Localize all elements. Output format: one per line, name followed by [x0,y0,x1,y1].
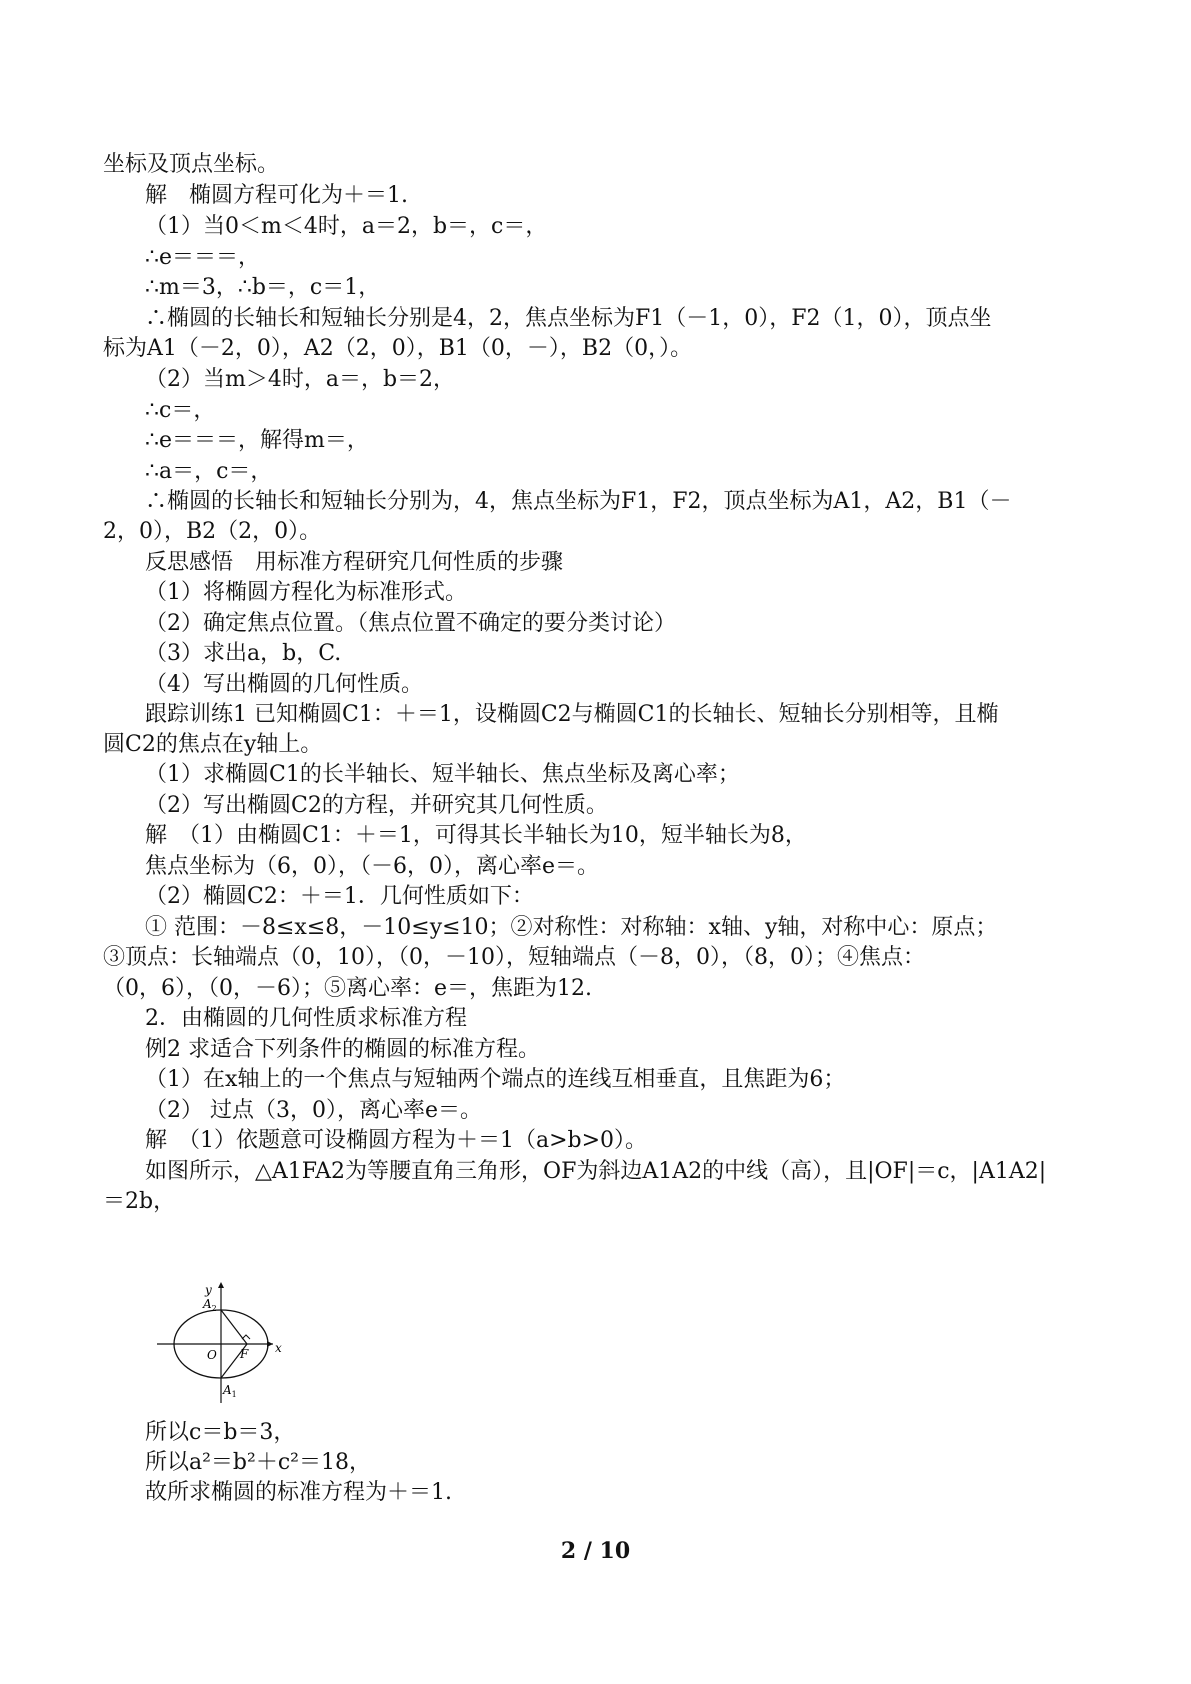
text-line: （3）求出a，b，C. [145,641,342,666]
text-line: （2）椭圆C2：＋＝1．几何性质如下： [145,884,534,909]
text-line: （2）当m＞4时，a＝，b＝2， [145,367,456,392]
ellipse-figure [155,1272,315,1407]
text-line: （4）写出椭圆的几何性质。 [145,672,423,697]
text-line: （1）在x轴上的一个焦点与短轴两个端点的连线互相垂直，且焦距为6； [145,1067,846,1092]
text-line: ∴椭圆的长轴长和短轴长分别是4，2，焦点坐标为F1（－1，0），F2（1，0），顶点坐 [145,306,992,331]
text-line: 所以c＝b＝3， [145,1420,296,1445]
text-line: 解 （1）依题意可设椭圆方程为＋＝1（a>b>0）。 [145,1128,648,1153]
label-y: y [205,1283,212,1297]
text-line: ∴椭圆的长轴长和短轴长分别为，4，焦点坐标为F1，F2，顶点坐标为A1，A2，B1（－ [145,489,1012,514]
y-arrow [218,1282,224,1288]
text-line: 标为A1（－2，0），A2（2，0），B1（0，－），B2（0，）。 [103,336,693,361]
text-line: ③顶点：长轴端点（0，10），（0，－10），短轴端点（－8，0），（8，0）；④焦点： [103,945,925,970]
segment-a2-f [221,1310,247,1344]
text-line: （1）求椭圆C1的长半轴长、短半轴长、焦点坐标及离心率； [145,762,740,787]
text-line: （2） 过点（3，0），离心率e＝。 [145,1098,483,1123]
text-line: ∴e＝＝＝，解得m＝， [145,428,369,453]
label-o: O [207,1348,217,1362]
text-line: 坐标及顶点坐标。 [103,152,280,177]
label-a1: $A_1$ [223,1383,237,1399]
text-line: （2）写出椭圆C2的方程，并研究其几何性质。 [145,793,608,818]
text-line: （0，6），（0，－6）；⑤离心率：e＝，焦距为12. [103,976,592,1001]
text-line: 所以a²＝b²＋c²＝18， [145,1450,371,1475]
text-line: 焦点坐标为（6，0），（－6，0），离心率e＝。 [145,854,600,879]
text-line: 跟踪训练1 已知椭圆C1：＋＝1，设椭圆C2与椭圆C1的长轴长、短轴长分别相等，且椭 [145,702,999,727]
page-number: 2 / 10 [560,1538,631,1564]
text-line: 解 （1）由椭圆C1：＋＝1，可得其长半轴长为10，短半轴长为8， [145,823,807,848]
label-x: x [275,1341,282,1355]
text-line: ∴e＝＝＝， [145,245,261,270]
text-line: 如图所示，△A1FA2为等腰直角三角形，OF为斜边A1A2的中线（高），且|OF|＝c，|A1A2| [145,1159,1047,1184]
text-line: （2）确定焦点位置。（焦点位置不确定的要分类讨论） [145,611,676,636]
text-line: ＝2b， [103,1189,176,1214]
label-f: F [240,1347,249,1361]
text-line: 例2 求适合下列条件的椭圆的标准方程。 [145,1037,540,1062]
label-a2: $A_2$ [203,1297,217,1313]
text-line: 故所求椭圆的标准方程为＋＝1. [145,1480,452,1505]
right-angle-mark [242,1335,250,1339]
text-line: 2．由椭圆的几何性质求标准方程 [145,1006,467,1031]
text-line: ∴a＝，c＝， [145,459,273,484]
text-line: 2，0），B2（2，0）。 [103,519,322,544]
text-line: ∴c＝， [145,398,216,423]
text-line: （1）当0＜m＜4时，a＝2，b＝，c＝， [145,214,548,239]
text-line: 圆C2的焦点在y轴上。 [103,732,323,757]
text-line: 反思感悟 用标准方程研究几何性质的步骤 [145,550,564,575]
text-line: ① 范围：－8≤x≤8，－10≤y≤10；②对称性：对称轴：x轴、y轴，对称中心：原点； [145,915,998,940]
text-line: 解 椭圆方程可化为＋＝1. [145,183,408,208]
text-line: （1）将椭圆方程化为标准形式。 [145,580,467,605]
text-line: ∴m＝3，∴b＝，c＝1， [145,275,381,300]
